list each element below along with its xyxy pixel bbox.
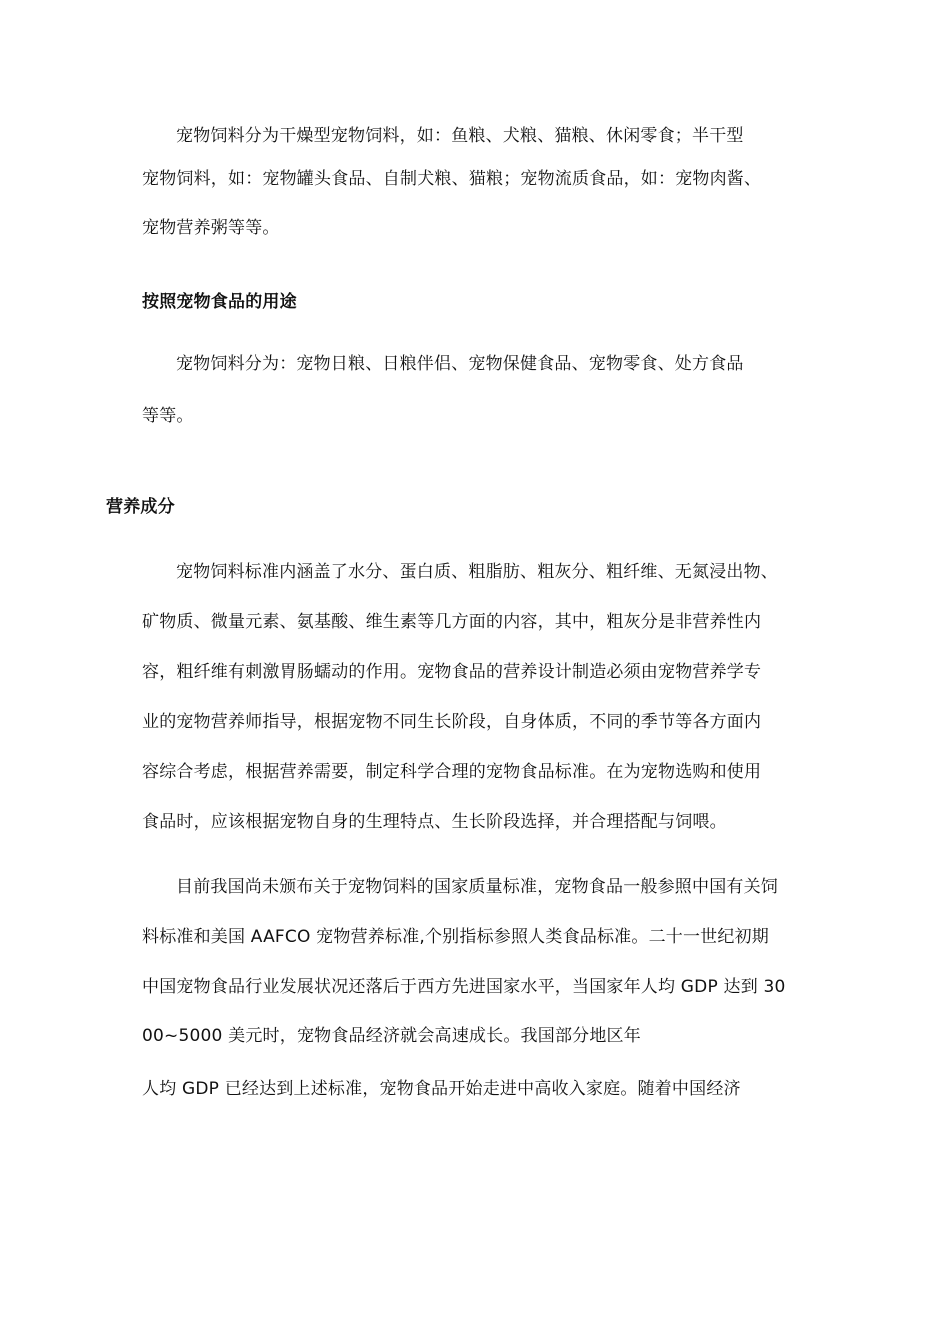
text-line: 00~5000 美元时，宠物食品经济就会高速成长。我国部分地区年 [142, 1026, 641, 1046]
text-line: 宠物饲料分为干燥型宠物饲料，如：鱼粮、犬粮、猫粮、休闲零食；半干型 [176, 126, 744, 146]
text-line: 矿物质、微量元素、氨基酸、维生素等几方面的内容，其中，粗灰分是非营养性内 [142, 612, 762, 632]
text-line: 等等。 [142, 406, 194, 426]
text-line: 容综合考虑，根据营养需要，制定科学合理的宠物食品标准。在为宠物选购和使用 [142, 762, 762, 782]
text-line: 宠物饲料分为：宠物日粮、日粮伴侣、宠物保健食品、宠物零食、处方食品 [176, 354, 744, 374]
text-line: 中国宠物食品行业发展状况还落后于西方先进国家水平，当国家年人均 GDP 达到 30 [142, 977, 786, 997]
text-line: 业的宠物营养师指导，根据宠物不同生长阶段，自身体质，不同的季节等各方面内 [142, 712, 762, 732]
text-line: 人均 GDP 已经达到上述标准，宠物食品开始走进中高收入家庭。随着中国经济 [142, 1079, 741, 1099]
text-line: 宠物饲料标准内涵盖了水分、蛋白质、粗脂肪、粗灰分、粗纤维、无氮浸出物、 [176, 562, 778, 582]
heading-nutrition: 营养成分 [106, 497, 175, 517]
text-line: 食品时，应该根据宠物自身的生理特点、生长阶段选择，并合理搭配与饲喂。 [142, 812, 727, 832]
text-line: 宠物营养粥等等。 [142, 218, 280, 238]
text-line: 目前我国尚未颁布关于宠物饲料的国家质量标准，宠物食品一般参照中国有关饲 [176, 877, 778, 897]
heading-usage: 按照宠物食品的用途 [142, 292, 297, 312]
text-line: 料标准和美国 AAFCO 宠物营养标准,个别指标参照人类食品标准。二十一世纪初期 [142, 927, 769, 947]
text-line: 宠物饲料，如：宠物罐头食品、自制犬粮、猫粮；宠物流质食品，如：宠物肉酱、 [142, 169, 762, 189]
text-line: 容，粗纤维有刺激胃肠蠕动的作用。宠物食品的营养设计制造必须由宠物营养学专 [142, 662, 762, 682]
